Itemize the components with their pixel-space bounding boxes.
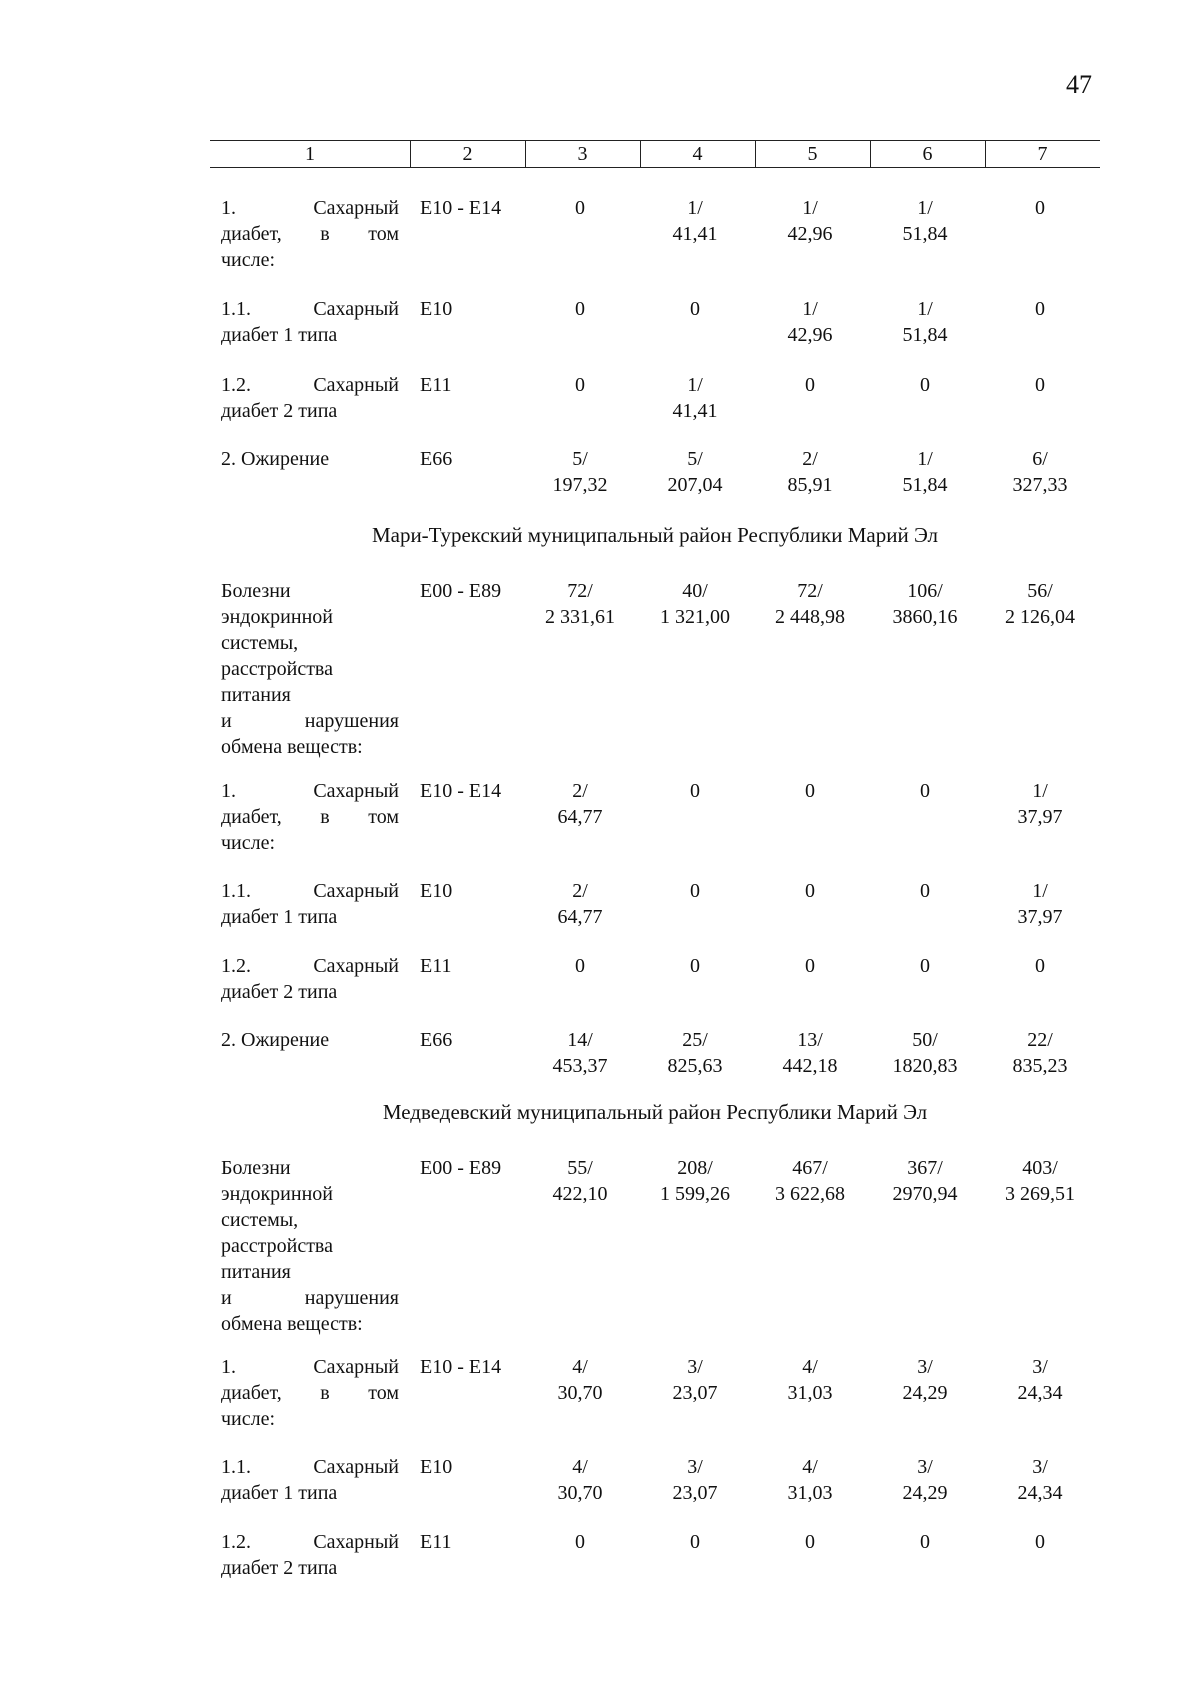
header-col-6: 6 [922,143,933,165]
value-count: 0 [1035,1531,1045,1553]
value-count: 2/ [802,448,818,470]
icd-code: E10 [420,298,453,320]
value-cell [870,372,980,398]
value-count: 0 [920,374,930,396]
value-cell [640,1529,750,1555]
row-name-line: питания [221,1261,291,1283]
value-cell [525,1027,635,1079]
row-name [221,878,399,930]
value-cell [755,446,865,498]
value-rate: 41,41 [672,223,718,245]
value-cell [525,446,635,498]
value-cell [640,195,750,247]
value-cell [525,1454,635,1506]
value-cell [870,296,980,348]
value-count: 0 [690,1531,700,1553]
value-cell [985,372,1095,398]
row-name-line: 1.1. Сахарный [221,1456,399,1478]
value-count: 0 [690,780,700,802]
row-name [221,446,399,472]
header-col-4: 4 [692,143,703,165]
icd-code: E11 [420,1531,452,1553]
value-cell [870,953,980,979]
row-name [221,195,399,273]
header-col-1: 1 [305,143,315,165]
value-count: 0 [920,780,930,802]
row-name-line: обмена веществ: [221,1313,363,1335]
icd-code: E00 - E89 [420,1157,502,1179]
value-count: 5/ [572,448,588,470]
value-count: 5/ [687,448,703,470]
value-count: 403/ [1022,1157,1058,1179]
value-count: 0 [920,1531,930,1553]
value-cell [985,953,1095,979]
value-rate: 3 622,68 [775,1183,845,1205]
value-count: 72/ [797,580,823,602]
value-count: 1/ [917,197,933,219]
value-cell [985,1529,1095,1555]
row-name-line: обмена веществ: [221,736,363,758]
value-count: 3/ [687,1456,703,1478]
row-name [221,372,399,424]
row-name-line: Болезни [221,580,291,602]
value-cell [525,1354,635,1406]
value-count: 1/ [917,448,933,470]
row-name-line: 1.1. Сахарный [221,298,399,320]
row-name-line: числе: [221,832,276,854]
value-cell [755,578,865,630]
icd-code: E66 [420,448,453,470]
value-cell [525,878,635,930]
value-count: 3/ [687,1356,703,1378]
value-cell [870,578,980,630]
icd-code: E66 [420,1029,453,1051]
value-count: 50/ [912,1029,938,1051]
value-count: 0 [575,374,585,396]
icd-code: E10 - E14 [420,780,502,802]
value-cell [640,1155,750,1207]
row-name-line: 2. Ожирение [221,448,330,470]
value-rate: 3860,16 [892,606,958,628]
row-name-line: питания [221,684,291,706]
value-rate: 327,33 [1012,474,1068,496]
value-count: 0 [1035,197,1045,219]
table-header [210,140,1100,168]
row-name-line: эндокринной [221,606,333,628]
value-count: 1/ [687,197,703,219]
row-name [221,578,399,760]
value-count: 0 [1035,298,1045,320]
row-name-line: диабет, в том [221,223,399,245]
header-col-5: 5 [807,143,818,165]
row-name-line: 1.2. Сахарный [221,374,399,396]
value-rate: 24,29 [902,1482,948,1504]
value-count: 0 [920,880,930,902]
value-count: 0 [1035,374,1045,396]
row-name [221,1454,399,1506]
value-cell [870,195,980,247]
value-cell [870,446,980,498]
value-count: 1/ [802,298,818,320]
value-cell [755,1354,865,1406]
row-name-line: 1.2. Сахарный [221,955,399,977]
value-rate: 3 269,51 [1005,1183,1075,1205]
header-top-rule [210,140,1100,141]
value-cell [985,446,1095,498]
value-cell [640,878,750,904]
value-cell [755,1454,865,1506]
value-rate: 42,96 [787,324,833,346]
value-cell [870,1454,980,1506]
row-name-line: 1. Сахарный [221,197,399,219]
value-cell [870,878,980,904]
value-rate: 207,04 [667,474,723,496]
value-rate: 1820,83 [892,1055,958,1077]
value-cell [985,1155,1095,1207]
value-rate: 51,84 [902,223,948,245]
value-count: 0 [1035,955,1045,977]
value-cell [640,296,750,322]
value-cell [640,372,750,424]
row-name-line: диабет 2 типа [221,1557,338,1579]
value-count: 72/ [567,580,593,602]
value-count: 0 [805,955,815,977]
district-heading: Мари-Турекский муниципальный район Республики Марий Эл [371,523,939,547]
value-count: 0 [690,880,700,902]
value-cell [870,1155,980,1207]
value-count: 3/ [917,1356,933,1378]
row-name-line: расстройства [221,1235,333,1257]
row-name-line: и нарушения [221,710,399,732]
value-count: 22/ [1027,1029,1053,1051]
value-count: 1/ [687,374,703,396]
value-rate: 835,23 [1012,1055,1068,1077]
value-rate: 85,91 [787,474,833,496]
value-rate: 64,77 [557,806,603,828]
value-count: 3/ [1032,1356,1048,1378]
row-name [221,1155,399,1337]
value-rate: 24,34 [1017,1482,1063,1504]
value-cell [640,1354,750,1406]
value-rate: 442,18 [782,1055,838,1077]
header-col-7: 7 [1037,143,1048,165]
row-name-line: 1. Сахарный [221,780,399,802]
value-rate: 37,97 [1017,906,1063,928]
value-rate: 1 321,00 [660,606,730,628]
value-count: 467/ [792,1157,828,1179]
value-count: 0 [690,298,700,320]
icd-code: E10 - E14 [420,1356,502,1378]
value-count: 208/ [677,1157,713,1179]
row-name-line: системы, [221,632,299,654]
row-name [221,1354,399,1432]
value-cell [755,1155,865,1207]
value-count: 55/ [567,1157,593,1179]
value-rate: 197,32 [552,474,608,496]
district-heading: Медведевский муниципальный район Республики Марий Эл [382,1100,928,1124]
row-name-line: числе: [221,249,276,271]
value-cell [985,1354,1095,1406]
row-name-line: системы, [221,1209,299,1231]
row-name [221,953,399,1005]
value-rate: 2970,94 [892,1183,958,1205]
value-cell [640,1454,750,1506]
header-col-2: 2 [462,143,473,165]
icd-code: E00 - E89 [420,580,502,602]
value-count: 0 [805,374,815,396]
value-count: 2/ [572,880,588,902]
value-cell [525,296,635,322]
row-name-line: расстройства [221,658,333,680]
value-count: 0 [920,955,930,977]
value-cell [640,1027,750,1079]
row-name-line: диабет 2 типа [221,400,338,422]
value-count: 0 [690,955,700,977]
value-cell [525,1155,635,1207]
value-count: 40/ [682,580,708,602]
value-rate: 1 599,26 [660,1183,730,1205]
value-cell [525,1529,635,1555]
row-name-line: 1.2. Сахарный [221,1531,399,1553]
page-number: 47 [1066,70,1092,99]
value-cell [640,953,750,979]
value-rate: 37,97 [1017,806,1063,828]
value-cell [870,1027,980,1079]
value-cell [525,372,635,398]
value-rate: 31,03 [787,1382,833,1404]
value-count: 0 [575,197,585,219]
value-cell [755,878,865,904]
value-rate: 24,34 [1017,1382,1063,1404]
value-count: 6/ [1032,448,1048,470]
value-count: 0 [805,880,815,902]
icd-code: E10 [420,1456,453,1478]
row-name-line: диабет 1 типа [221,1482,338,1504]
value-cell [755,953,865,979]
value-rate: 51,84 [902,324,948,346]
value-cell [985,1454,1095,1506]
value-cell [985,195,1095,221]
value-count: 367/ [907,1157,943,1179]
value-cell [755,296,865,348]
value-cell [640,778,750,804]
row-name [221,778,399,856]
value-rate: 42,96 [787,223,833,245]
value-count: 0 [805,1531,815,1553]
value-cell [755,1529,865,1555]
value-rate: 30,70 [557,1482,603,1504]
value-cell [870,1529,980,1555]
value-cell [525,195,635,221]
value-count: 13/ [797,1029,823,1051]
value-count: 0 [575,955,585,977]
value-cell [985,878,1095,930]
value-cell [640,578,750,630]
value-count: 25/ [682,1029,708,1051]
value-count: 1/ [1032,880,1048,902]
value-count: 0 [805,780,815,802]
value-count: 4/ [572,1356,588,1378]
value-cell [755,778,865,804]
row-name-line: диабет, в том [221,806,399,828]
icd-code: E10 [420,880,453,902]
row-name-line: диабет 1 типа [221,906,338,928]
value-rate: 30,70 [557,1382,603,1404]
value-cell [525,578,635,630]
value-rate: 31,03 [787,1482,833,1504]
value-rate: 23,07 [672,1482,718,1504]
value-count: 1/ [802,197,818,219]
row-name-line: 1.1. Сахарный [221,880,399,902]
row-name-line: и нарушения [221,1287,399,1309]
value-rate: 24,29 [902,1382,948,1404]
header-col-3: 3 [577,143,588,165]
value-cell [755,372,865,398]
value-count: 3/ [917,1456,933,1478]
value-count: 56/ [1027,580,1053,602]
value-cell [985,1027,1095,1079]
value-rate: 453,37 [552,1055,608,1077]
row-name-line: диабет, в том [221,1382,399,1404]
value-count: 14/ [567,1029,593,1051]
value-count: 1/ [917,298,933,320]
value-rate: 23,07 [672,1382,718,1404]
value-rate: 2 126,04 [1005,606,1075,628]
value-cell [985,778,1095,830]
icd-code: E10 - E14 [420,197,502,219]
value-rate: 41,41 [672,400,718,422]
value-cell [755,1027,865,1079]
row-name-line: диабет 2 типа [221,981,338,1003]
row-name-line: Болезни [221,1157,291,1179]
value-count: 0 [575,298,585,320]
row-name-line: 1. Сахарный [221,1356,399,1378]
row-name [221,1027,399,1053]
icd-code: E11 [420,955,452,977]
value-cell [870,778,980,804]
value-cell [755,195,865,247]
value-rate: 2 448,98 [775,606,845,628]
row-name-line: эндокринной [221,1183,333,1205]
icd-code: E11 [420,374,452,396]
value-count: 3/ [1032,1456,1048,1478]
value-count: 2/ [572,780,588,802]
value-rate: 2 331,61 [545,606,615,628]
row-name-line: 2. Ожирение [221,1029,330,1051]
value-rate: 825,63 [667,1055,723,1077]
value-cell [985,578,1095,630]
value-count: 4/ [802,1456,818,1478]
value-cell [525,953,635,979]
value-count: 4/ [572,1456,588,1478]
header-bottom-rule [210,167,1100,168]
value-count: 4/ [802,1356,818,1378]
value-cell [985,296,1095,322]
row-name-line: диабет 1 типа [221,324,338,346]
value-cell [870,1354,980,1406]
value-rate: 64,77 [557,906,603,928]
value-count: 106/ [907,580,943,602]
value-rate: 51,84 [902,474,948,496]
value-rate: 422,10 [552,1183,608,1205]
row-name [221,296,399,348]
value-count: 1/ [1032,780,1048,802]
value-cell [525,778,635,830]
row-name-line: числе: [221,1408,276,1430]
value-count: 0 [575,1531,585,1553]
row-name [221,1529,399,1581]
value-cell [640,446,750,498]
